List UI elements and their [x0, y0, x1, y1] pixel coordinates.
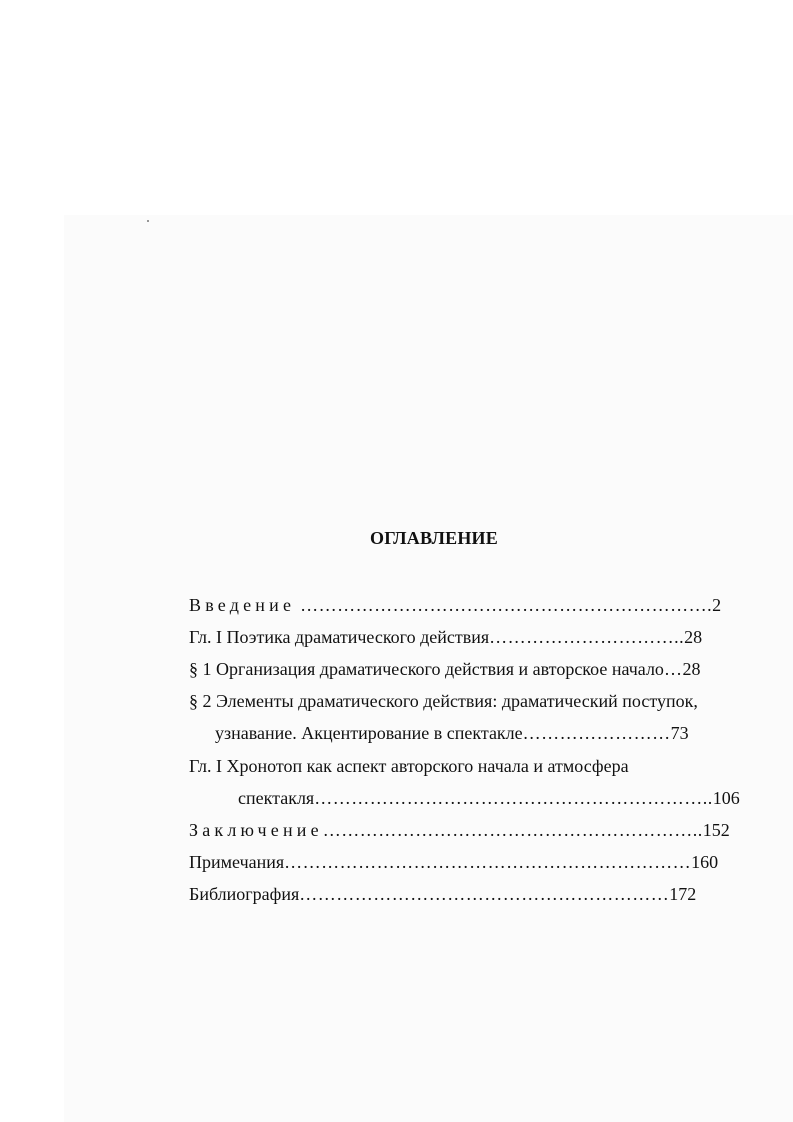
table-of-contents-title: ОГЛАВЛЕНИЕ — [370, 528, 498, 548]
toc-page-number: 28 — [682, 659, 701, 679]
toc-leader-dots: …………………………………………………….. — [322, 820, 703, 840]
toc-entry-conclusion — [189, 819, 730, 841]
toc-leader-dots: ………………………….. — [489, 627, 685, 647]
toc-entry-bibliography — [189, 883, 696, 905]
toc-entry-text: Библиография — [189, 884, 300, 904]
toc-entry-text: узнавание. Акцентирование в спектакле — [215, 723, 523, 743]
toc-page-number: 152 — [702, 820, 730, 840]
toc-page-number: 73 — [670, 723, 689, 743]
toc-leader-dots: …………………… — [522, 723, 671, 743]
toc-entry-text: § 2 Элементы драматического действия: драматический поступок, — [189, 691, 698, 711]
toc-leader-dots: …………………………………………………… — [299, 884, 670, 904]
scan-speck — [147, 220, 149, 222]
toc-entry-chapter-1 — [189, 626, 702, 648]
toc-entry-text: спектакля — [238, 788, 315, 808]
toc-entry-text: § 1 Организация драматического действия и авторское начало — [189, 659, 664, 679]
toc-entry-chapter-2 — [189, 755, 629, 777]
toc-entry-chapter-2-continued — [238, 787, 740, 809]
toc-entry-section-1 — [189, 658, 700, 680]
toc-entry-text: Гл. I Хронотоп как аспект авторского начала и атмосфера — [189, 756, 629, 776]
toc-leader-dots: ………………………………………………………… — [284, 852, 692, 872]
toc-page-number: 28 — [684, 627, 703, 647]
toc-entry-section-2-continued — [215, 722, 689, 744]
toc-page-number: 2 — [712, 595, 722, 615]
toc-leader-dots: ……………………………………………………….. — [314, 788, 713, 808]
toc-page-number: 160 — [691, 852, 719, 872]
toc-page-number: 172 — [669, 884, 697, 904]
toc-leader-dots: …………………………………………………………. — [295, 595, 713, 615]
toc-entry-text: Введение — [189, 595, 296, 615]
toc-entry-text: Гл. I Поэтика драматического действия — [189, 627, 490, 647]
toc-entry-text: Заключение — [189, 820, 323, 840]
toc-entry-section-2 — [189, 690, 698, 712]
toc-page-number: 106 — [712, 788, 740, 808]
toc-leader-dots: … — [663, 659, 683, 679]
toc-entry-text: Примечания — [189, 852, 285, 872]
toc-entry-introduction — [189, 594, 721, 616]
toc-entry-notes — [189, 851, 718, 873]
